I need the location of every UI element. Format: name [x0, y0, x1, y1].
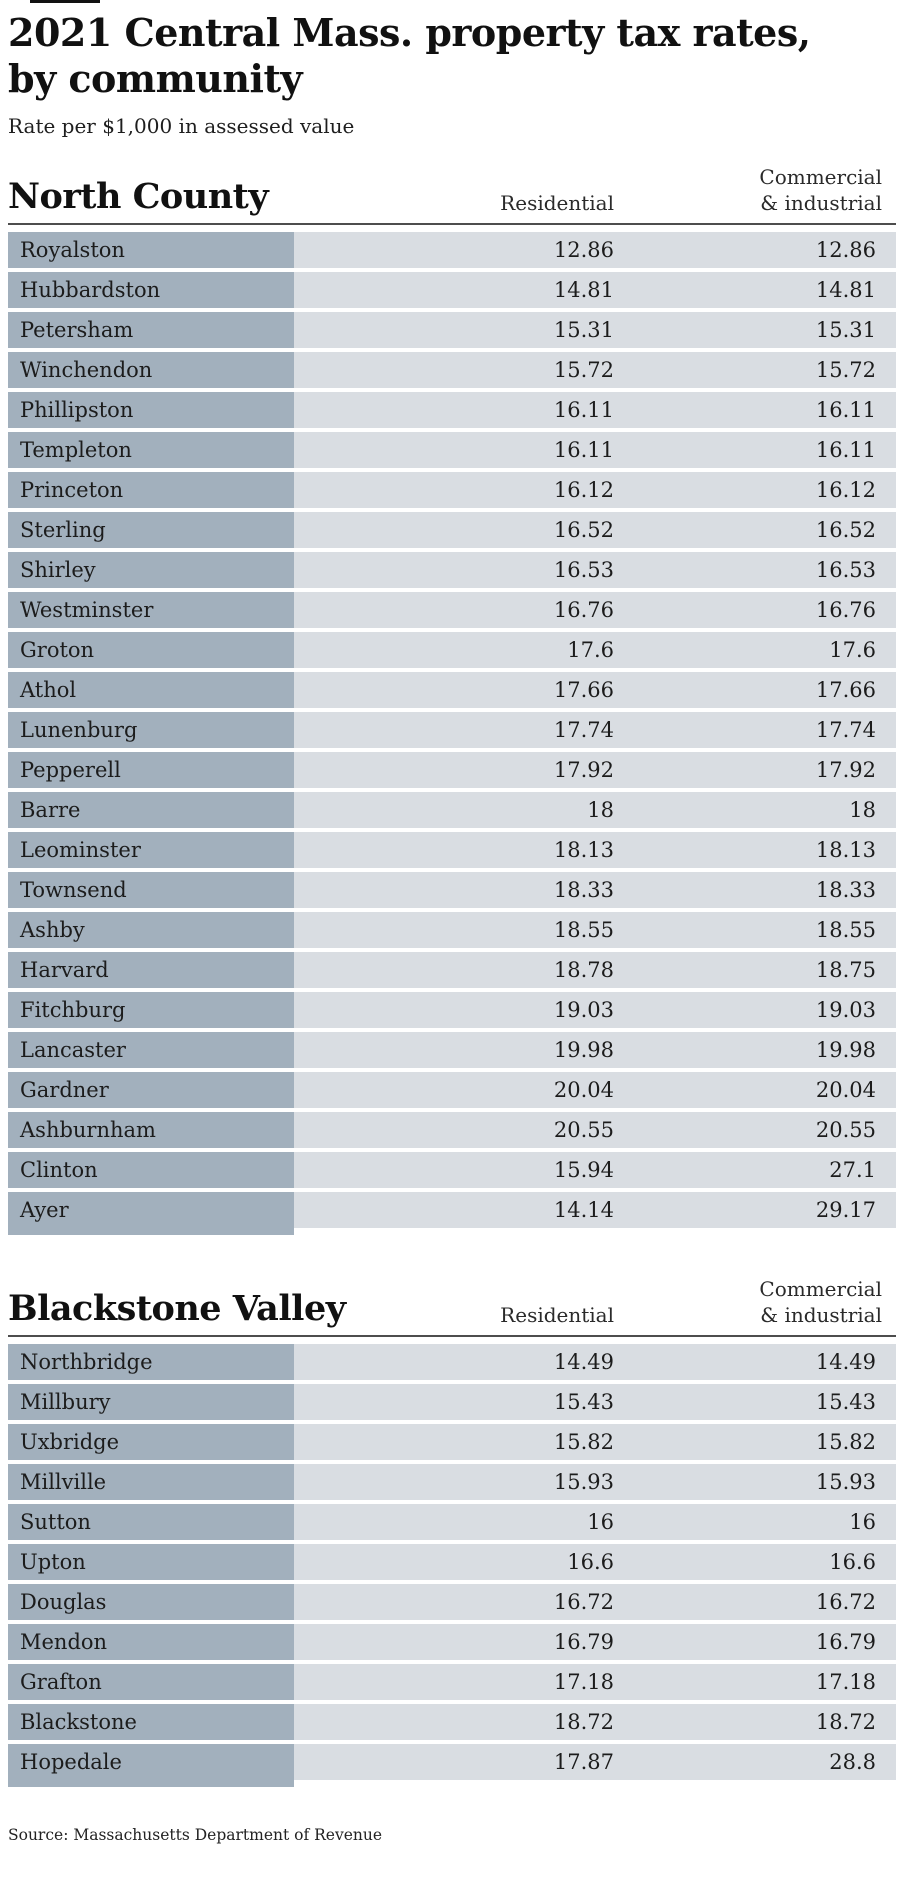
residential-rate: 20.55	[294, 1112, 614, 1148]
community-name: Lancaster	[8, 1032, 294, 1068]
residential-rate: 19.03	[294, 992, 614, 1028]
column-header-commercial-line1: Commercial	[759, 165, 882, 190]
table-row	[8, 592, 896, 628]
table-row	[8, 1664, 896, 1700]
community-name: Winchendon	[8, 352, 294, 388]
commercial-rate: 16.76	[614, 592, 896, 628]
table-row	[8, 312, 896, 348]
table-row	[8, 872, 896, 908]
community-name: Templeton	[8, 432, 294, 468]
commercial-rate: 16.53	[614, 552, 896, 588]
community-name: Douglas	[8, 1584, 294, 1620]
commercial-rate: 16.72	[614, 1584, 896, 1620]
residential-rate: 18.72	[294, 1704, 614, 1740]
crop-artifact	[30, 0, 100, 3]
commercial-rate: 15.31	[614, 312, 896, 348]
commercial-rate: 12.86	[614, 232, 896, 268]
table-row	[8, 1192, 896, 1228]
column-header-residential: Residential	[500, 191, 614, 216]
community-name: Petersham	[8, 312, 294, 348]
commercial-rate: 18.72	[614, 1704, 896, 1740]
residential-rate: 16.76	[294, 592, 614, 628]
residential-rate: 15.93	[294, 1464, 614, 1500]
commercial-rate: 20.04	[614, 1072, 896, 1108]
table-header	[8, 1276, 896, 1328]
residential-rate: 15.94	[294, 1152, 614, 1188]
commercial-rate: 14.49	[614, 1344, 896, 1380]
community-name: Athol	[8, 672, 294, 708]
table-row	[8, 432, 896, 468]
residential-rate: 18.13	[294, 832, 614, 868]
table-row	[8, 512, 896, 548]
table-row	[8, 472, 896, 508]
community-name: Mendon	[8, 1624, 294, 1660]
subtitle: Rate per $1,000 in assessed value	[8, 114, 355, 139]
residential-rate: 15.43	[294, 1384, 614, 1420]
residential-rate: 18.33	[294, 872, 614, 908]
table-row	[8, 1032, 896, 1068]
community-name: Barre	[8, 792, 294, 828]
commercial-rate: 14.81	[614, 272, 896, 308]
table-row	[8, 272, 896, 308]
residential-rate: 16	[294, 1504, 614, 1540]
residential-rate: 18.55	[294, 912, 614, 948]
table-row	[8, 392, 896, 428]
table-header	[8, 164, 896, 216]
table-row	[8, 1584, 896, 1620]
table-body	[8, 1344, 896, 1780]
commercial-rate: 19.98	[614, 1032, 896, 1068]
commercial-rate: 18.33	[614, 872, 896, 908]
commercial-rate: 16.12	[614, 472, 896, 508]
commercial-rate: 16.11	[614, 432, 896, 468]
commercial-rate: 18.75	[614, 952, 896, 988]
residential-rate: 18	[294, 792, 614, 828]
residential-rate: 20.04	[294, 1072, 614, 1108]
residential-rate: 15.31	[294, 312, 614, 348]
community-name: Phillipston	[8, 392, 294, 428]
residential-rate: 16.11	[294, 432, 614, 468]
table-row	[8, 912, 896, 948]
column-header-commercial	[614, 164, 896, 216]
table-row	[8, 232, 896, 268]
community-name: Millville	[8, 1464, 294, 1500]
residential-rate: 15.82	[294, 1424, 614, 1460]
community-name: Fitchburg	[8, 992, 294, 1028]
table-row	[8, 552, 896, 588]
community-name: Hubbardston	[8, 272, 294, 308]
community-name: Sutton	[8, 1504, 294, 1540]
table-row	[8, 712, 896, 748]
table-row	[8, 1504, 896, 1540]
commercial-rate: 17.74	[614, 712, 896, 748]
residential-rate: 14.49	[294, 1344, 614, 1380]
page-title	[8, 10, 896, 101]
table-row	[8, 832, 896, 868]
commercial-rate: 16.52	[614, 512, 896, 548]
residential-rate: 16.79	[294, 1624, 614, 1660]
commercial-rate: 29.17	[614, 1192, 896, 1228]
commercial-rate: 15.93	[614, 1464, 896, 1500]
table-body	[8, 232, 896, 1228]
community-name: Clinton	[8, 1152, 294, 1188]
source-credit: Source: Massachusetts Department of Revenue	[8, 1826, 383, 1845]
commercial-rate: 18.13	[614, 832, 896, 868]
commercial-rate: 19.03	[614, 992, 896, 1028]
commercial-rate: 16.11	[614, 392, 896, 428]
residential-rate: 17.87	[294, 1744, 614, 1780]
community-name: Lunenburg	[8, 712, 294, 748]
table-row	[8, 1704, 896, 1740]
table-row	[8, 1424, 896, 1460]
table-row	[8, 632, 896, 668]
community-name: Royalston	[8, 232, 294, 268]
community-name: Gardner	[8, 1072, 294, 1108]
residential-rate: 17.74	[294, 712, 614, 748]
community-name: Ashby	[8, 912, 294, 948]
table-row	[8, 1464, 896, 1500]
section-north-county	[8, 164, 896, 1228]
community-name: Harvard	[8, 952, 294, 988]
residential-rate: 16.52	[294, 512, 614, 548]
residential-rate: 16.53	[294, 552, 614, 588]
table-row	[8, 1152, 896, 1188]
table-row	[8, 792, 896, 828]
table-row	[8, 752, 896, 788]
residential-rate: 17.6	[294, 632, 614, 668]
residential-rate: 18.78	[294, 952, 614, 988]
community-name: Townsend	[8, 872, 294, 908]
community-name: Ayer	[8, 1192, 294, 1228]
page-title-line1: 2021 Central Mass. property tax rates,	[8, 10, 811, 55]
community-name: Leominster	[8, 832, 294, 868]
community-name: Pepperell	[8, 752, 294, 788]
column-header-commercial-line2: & industrial	[760, 1303, 882, 1328]
community-name: Hopedale	[8, 1744, 294, 1780]
community-name: Shirley	[8, 552, 294, 588]
commercial-rate: 15.82	[614, 1424, 896, 1460]
commercial-rate: 17.6	[614, 632, 896, 668]
residential-rate: 19.98	[294, 1032, 614, 1068]
commercial-rate: 27.1	[614, 1152, 896, 1188]
commercial-rate: 15.43	[614, 1384, 896, 1420]
community-name: Northbridge	[8, 1344, 294, 1380]
residential-rate: 16.72	[294, 1584, 614, 1620]
commercial-rate: 17.92	[614, 752, 896, 788]
community-name: Sterling	[8, 512, 294, 548]
commercial-rate: 17.66	[614, 672, 896, 708]
community-name: Groton	[8, 632, 294, 668]
commercial-rate: 28.8	[614, 1744, 896, 1780]
section-title: Blackstone Valley	[8, 1288, 346, 1330]
community-name: Upton	[8, 1544, 294, 1580]
table-row	[8, 1344, 896, 1380]
table-row	[8, 1384, 896, 1420]
commercial-rate: 16	[614, 1504, 896, 1540]
section-title: North County	[8, 176, 269, 218]
commercial-rate: 16.79	[614, 1624, 896, 1660]
column-header-commercial-line2: & industrial	[760, 191, 882, 216]
table-row	[8, 1112, 896, 1148]
table-row	[8, 1624, 896, 1660]
community-name: Westminster	[8, 592, 294, 628]
page-title-line2: by community	[8, 55, 303, 101]
table-row	[8, 952, 896, 988]
community-name: Princeton	[8, 472, 294, 508]
residential-rate: 14.14	[294, 1192, 614, 1228]
community-name: Grafton	[8, 1664, 294, 1700]
residential-rate: 16.6	[294, 1544, 614, 1580]
commercial-rate: 16.6	[614, 1544, 896, 1580]
community-name: Blackstone	[8, 1704, 294, 1740]
commercial-rate: 18	[614, 792, 896, 828]
section-blackstone-valley	[8, 1276, 896, 1780]
residential-rate: 17.18	[294, 1664, 614, 1700]
residential-rate: 15.72	[294, 352, 614, 388]
residential-rate: 17.66	[294, 672, 614, 708]
commercial-rate: 20.55	[614, 1112, 896, 1148]
header-rule	[8, 1335, 896, 1337]
column-header-residential: Residential	[500, 1303, 614, 1328]
residential-rate: 14.81	[294, 272, 614, 308]
table-row	[8, 1744, 896, 1780]
residential-rate: 16.11	[294, 392, 614, 428]
table-row	[8, 992, 896, 1028]
community-name: Millbury	[8, 1384, 294, 1420]
residential-rate: 12.86	[294, 232, 614, 268]
table-row	[8, 352, 896, 388]
community-name: Ashburnham	[8, 1112, 294, 1148]
commercial-rate: 15.72	[614, 352, 896, 388]
community-name: Uxbridge	[8, 1424, 294, 1460]
commercial-rate: 18.55	[614, 912, 896, 948]
column-header-commercial	[614, 1276, 896, 1328]
table-row	[8, 1544, 896, 1580]
commercial-rate: 17.18	[614, 1664, 896, 1700]
column-header-commercial-line1: Commercial	[759, 1277, 882, 1302]
table-row	[8, 1072, 896, 1108]
header-rule	[8, 223, 896, 225]
table-row	[8, 672, 896, 708]
residential-rate: 16.12	[294, 472, 614, 508]
residential-rate: 17.92	[294, 752, 614, 788]
